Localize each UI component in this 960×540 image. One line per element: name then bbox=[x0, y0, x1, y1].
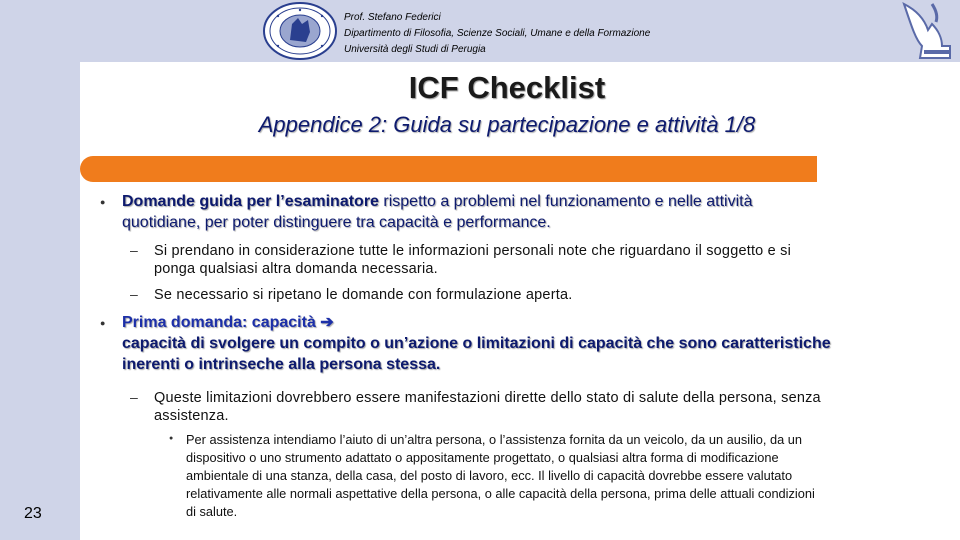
note-line-5: di salute. bbox=[186, 504, 238, 519]
note-line-3: ambientale di una stanza, della casa, del posto di lavoro, ecc. Il livello di capacità dovrebbe essere valutato bbox=[186, 468, 793, 483]
item-2-line-2: capacità di svolgere un compito o un’azione o limitazioni di capacità che sono caratteristiche bbox=[122, 335, 831, 352]
page-number: 23 bbox=[24, 505, 42, 522]
item-2-sub-1-line-2: assistenza. bbox=[154, 408, 229, 424]
slide-subtitle: Appendice 2: Guida su partecipazione e attività 1/8 bbox=[258, 112, 756, 137]
list-item-2-sub-1 bbox=[154, 389, 924, 425]
sub-bullet-icon: ● bbox=[169, 435, 174, 442]
dash-icon: – bbox=[130, 389, 138, 405]
list-item-1-sub-1 bbox=[154, 242, 924, 278]
university-seal-icon bbox=[262, 2, 338, 60]
header-line-2: Dipartimento di Filosofia, Scienze Sociali, Umane e della Formazione bbox=[344, 28, 651, 39]
department-logo-icon bbox=[898, 0, 958, 60]
list-item-2-sub-sub-1 bbox=[186, 431, 931, 521]
item-1-text-1: rispetto a problemi nel funzionamento e nelle attività bbox=[378, 193, 753, 210]
list-item-2 bbox=[122, 312, 922, 375]
note-line-2: dispositivo o uno strumento adattato o appositamente progettato, o qualsiasi altra forma di modificazione bbox=[186, 450, 779, 465]
dash-icon: – bbox=[130, 242, 138, 258]
bullet-icon: ● bbox=[100, 197, 106, 207]
note-line-4: relativamente alle normali aspettative della persona, o alle capacità della persona, prima delle attuali condizioni bbox=[186, 486, 815, 501]
accent-bar bbox=[80, 156, 817, 182]
item-2-lead: Prima domanda: capacità bbox=[122, 314, 316, 331]
item-2-line-3: inerenti o intrinseche alla persona stessa. bbox=[122, 356, 441, 373]
item-2-sub-1-line-1: Queste limitazioni dovrebbero essere manifestazioni dirette dello stato di salute della persona, senza bbox=[154, 390, 821, 406]
bullet-icon: ● bbox=[100, 318, 106, 328]
list-item-1-sub-2 bbox=[154, 286, 924, 304]
item-1-text-2: quotidiane, per poter distinguere tra capacità e performance. bbox=[122, 214, 551, 231]
item-1-sub-1-line-2: ponga qualsiasi altra domanda necessaria. bbox=[154, 261, 438, 277]
institution-header bbox=[344, 10, 650, 58]
item-1-lead: Domande guida per l’esaminatore bbox=[122, 193, 379, 210]
header-line-3: Università degli Studi di Perugia bbox=[344, 44, 486, 55]
arrow-right-icon: ➔ bbox=[320, 314, 334, 331]
header-line-1: Prof. Stefano Federici bbox=[344, 12, 441, 23]
item-1-sub-1-line-1: Si prendano in considerazione tutte le informazioni personali note che riguardano il soggetto e si bbox=[154, 243, 792, 259]
list-item-1 bbox=[122, 191, 922, 233]
dash-icon: – bbox=[130, 286, 138, 302]
slide-title: ICF Checklist bbox=[408, 70, 606, 105]
note-line-1: Per assistenza intendiamo l’aiuto di un’altra persona, o l’assistenza fornita da un veicolo, da un ausilio, da un bbox=[186, 432, 803, 447]
item-1-sub-2-line-1: Se necessario si ripetano le domande con formulazione aperta. bbox=[154, 287, 573, 303]
